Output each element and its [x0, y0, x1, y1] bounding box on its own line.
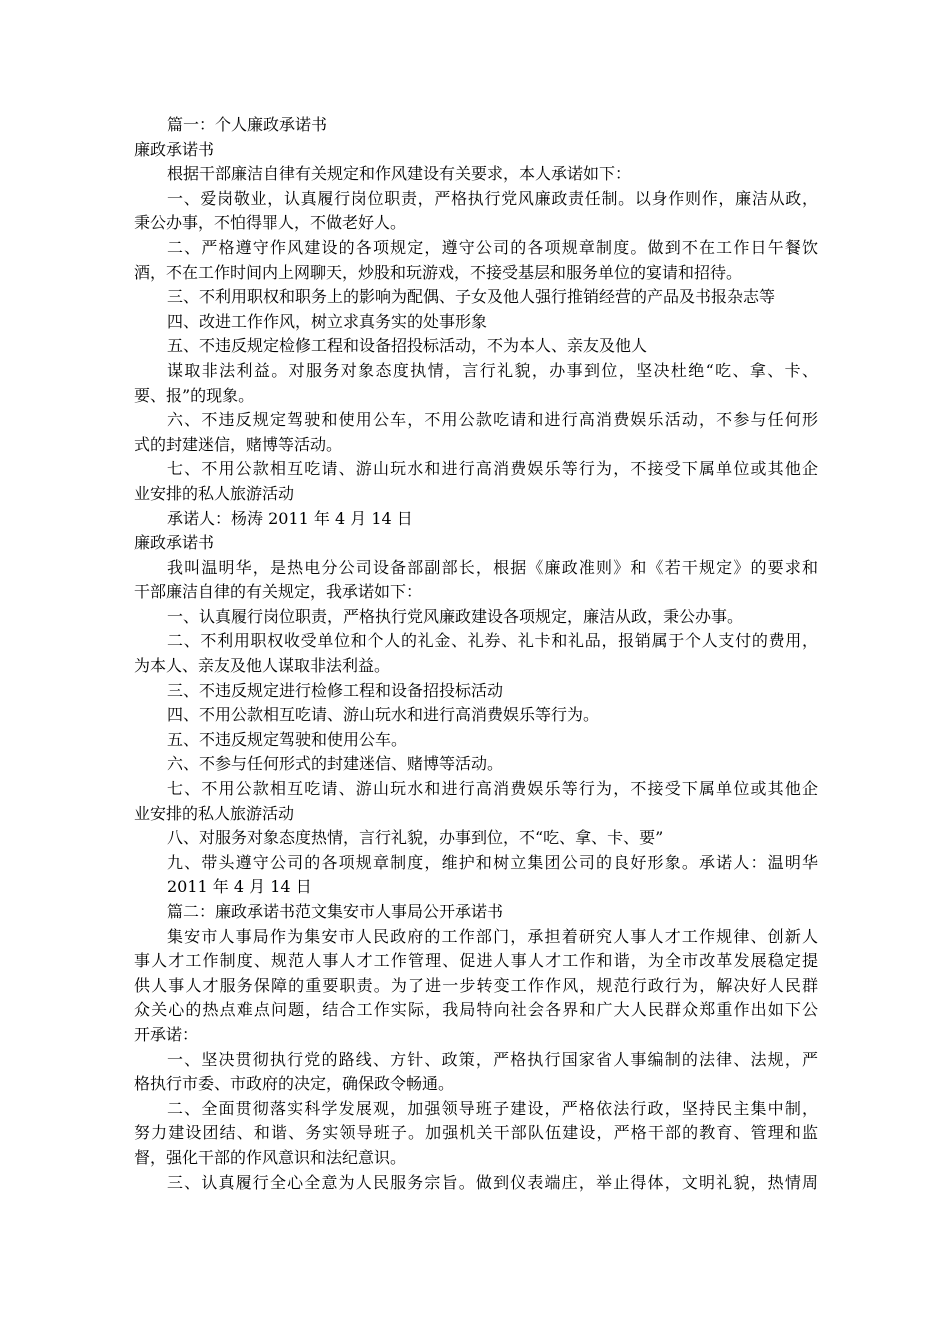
paragraph-line: 集安市人事局作为集安市人民政府的工作部门，承担着研究人事人才工作规律、创新人: [167, 926, 818, 946]
paragraph-line: 四、改进工作作风，树立求真务实的处事形象: [167, 311, 488, 331]
paragraph-line: 努力建设团结、和谐、务实领导班子。加强机关干部队伍建设，严格干部的教育、管理和监: [134, 1123, 818, 1143]
section-heading: 篇二：廉政承诺书范文集安市人事局公开承诺书: [167, 902, 504, 921]
paragraph-line: 七、不用公款相互吃请、游山玩水和进行高消费娱乐等行为，不接受下属单位或其他企: [167, 779, 818, 799]
paragraph-line: 格执行市委、市政府的决定，确保政令畅通。: [134, 1074, 455, 1094]
paragraph-line: 一、爱岗敬业，认真履行岗位职责，严格执行党风廉政责任制。以身作则作，廉洁从政，: [167, 188, 818, 208]
paragraph-line: 酒，不在工作时间内上网聊天，炒股和玩游戏，不接受基层和服务单位的宴请和招待。: [134, 262, 743, 282]
paragraph-line: 七、不用公款相互吃请、游山玩水和进行高消费娱乐等行为，不接受下属单位或其他企: [167, 459, 818, 479]
paragraph-line: 八、对服务对象态度热情，言行礼貌，办事到位，不“吃、拿、卡、要”: [167, 828, 664, 848]
paragraph-line: 要、报”的现象。: [134, 385, 255, 405]
paragraph-line: 谋取非法利益。对服务对象态度执情，言行礼貌，办事到位，坚决杜绝“吃、拿、卡、: [167, 360, 818, 380]
paragraph-line: 三、认真履行全心全意为人民服务宗旨。做到仪表端庄，举止得体，文明礼貌，热情周: [167, 1172, 818, 1192]
paragraph-line: 一、认真履行岗位职责，严格执行党风廉政建设各项规定，廉洁从政，秉公办事。: [167, 606, 744, 626]
paragraph-line: 事人才工作制度、规范人事人才工作管理、促进人事人才工作和谐，为全市改革发展稳定提: [134, 951, 818, 971]
paragraph-line: 干部廉洁自律的有关规定，我承诺如下：: [134, 582, 423, 602]
paragraph-line: 业安排的私人旅游活动: [134, 803, 295, 823]
section-heading: 篇一：个人廉政承诺书: [167, 115, 328, 134]
paragraph-line: 四、不用公款相互吃请、游山玩水和进行高消费娱乐等行为。: [167, 705, 600, 725]
paragraph-line: 三、不违反规定进行检修工程和设备招投标活动: [167, 680, 504, 700]
paragraph-line: 二、全面贯彻落实科学发展观，加强领导班子建设，严格依法行政，坚持民主集中制，: [167, 1098, 818, 1118]
paragraph-line: 我叫温明华，是热电分公司设备部副部长，根据《廉政准则》和《若干规定》的要求和: [167, 557, 818, 577]
paragraph-line: 开承诺：: [134, 1024, 199, 1044]
paragraph-line: 五、不违反规定检修工程和设备招投标活动，不为本人、亲友及他人: [167, 336, 648, 356]
paragraph-line: 二、不利用职权收受单位和个人的礼金、礼券、礼卡和礼品，报销属于个人支付的费用，: [167, 631, 818, 651]
paragraph-line: 五、不违反规定驾驶和使用公车。: [167, 729, 408, 749]
paragraph-line: 九、带头遵守公司的各项规章制度，维护和树立集团公司的良好形象。承诺人：温明华: [167, 852, 818, 872]
paragraph-line: 二、严格遵守作风建设的各项规定，遵守公司的各项规章制度。做到不在工作日午餐饮: [167, 237, 818, 257]
document-title: 廉政承诺书: [134, 533, 215, 553]
paragraph-line: 督，强化干部的作风意识和法纪意识。: [134, 1147, 407, 1167]
paragraph-line: 式的封建迷信，赌博等活动。: [134, 434, 343, 454]
signature-date: 2011 年 4 月 14 日: [167, 877, 312, 897]
paragraph-line: 三、不利用职权和职务上的影响为配偶、子女及他人强行推销经营的产品及书报杂志等: [167, 287, 776, 307]
paragraph-line: 为本人、亲友及他人谋取非法利益。: [134, 656, 391, 676]
paragraph-line: 六、不违反规定驾驶和使用公车，不用公款吃请和进行高消费娱乐活动，不参与任何形: [167, 410, 818, 430]
paragraph-line: 业安排的私人旅游活动: [134, 483, 295, 503]
paragraph-line: 六、不参与任何形式的封建迷信、赌博等活动。: [167, 754, 504, 774]
paragraph-line: 秉公办事，不怕得罪人，不做老好人。: [134, 213, 407, 233]
paragraph-line: 众关心的热点难点问题，结合工作实际，我局特向社会各界和广大人民群众郑重作出如下公: [134, 1000, 818, 1020]
document-title: 廉政承诺书: [134, 139, 215, 159]
signature-line: 承诺人：杨涛 2011 年 4 月 14 日: [167, 508, 413, 528]
document-body: [134, 113, 818, 1195]
paragraph-line: 根据干部廉洁自律有关规定和作风建设有关要求，本人承诺如下：: [167, 164, 632, 184]
paragraph-line: 一、坚决贯彻执行党的路线、方针、政策，严格执行国家省人事编制的法律、法规，严: [167, 1049, 818, 1069]
paragraph-line: 供人事人才服务保障的重要职责。为了进一步转变工作作风，规范行政行为，解决好人民群: [134, 975, 818, 995]
